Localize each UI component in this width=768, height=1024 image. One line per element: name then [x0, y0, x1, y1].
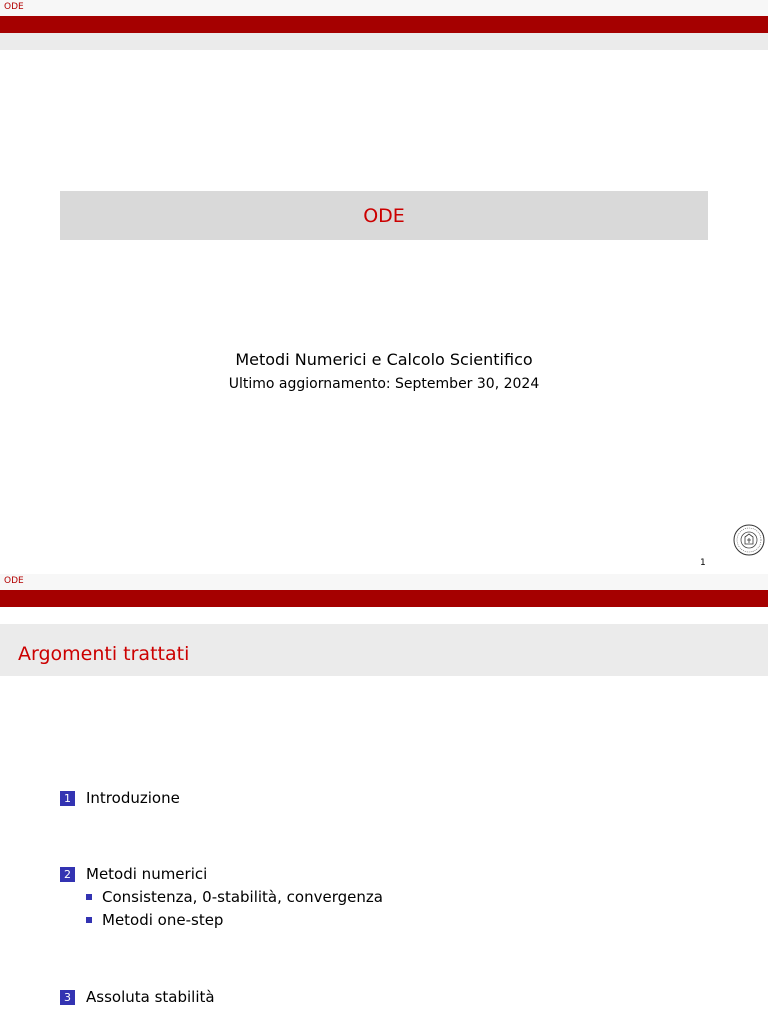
toc-section[interactable] [60, 864, 207, 884]
subsection-label: Consistenza, 0-stabilità, convergenza [102, 888, 383, 906]
toc-section[interactable] [60, 788, 180, 808]
header-strip [0, 0, 768, 16]
frame-title: Argomenti trattati [18, 643, 190, 665]
header-title: ODE [4, 576, 24, 586]
toc-subsection[interactable] [86, 910, 223, 930]
section-number-badge: 1 [60, 791, 75, 806]
section-label: Metodi numerici [86, 865, 208, 883]
page-number: 1 [700, 558, 706, 568]
slide-title: ODE [363, 204, 405, 227]
header-strip [0, 574, 768, 590]
university-seal-icon [733, 524, 765, 556]
section-number-badge: 2 [60, 867, 75, 882]
bullet-square-icon [86, 894, 92, 900]
toc-subsection[interactable] [86, 887, 383, 907]
header-title: ODE [4, 2, 24, 12]
last-updated: Ultimo aggiornamento: September 30, 2024 [228, 376, 540, 392]
title-box [60, 191, 708, 240]
subsection-label: Metodi one-step [102, 911, 224, 929]
section-number-badge: 3 [60, 990, 75, 1005]
header-red-bar [0, 16, 768, 33]
bullet-square-icon [86, 917, 92, 923]
section-label: Introduzione [86, 789, 180, 807]
course-subtitle: Metodi Numerici e Calcolo Scientifico [235, 350, 533, 369]
header-grey-bar [0, 33, 768, 50]
header-red-bar [0, 590, 768, 607]
section-label: Assoluta stabilità [86, 988, 215, 1006]
toc-slide [0, 574, 768, 1024]
toc-section[interactable] [60, 987, 215, 1007]
